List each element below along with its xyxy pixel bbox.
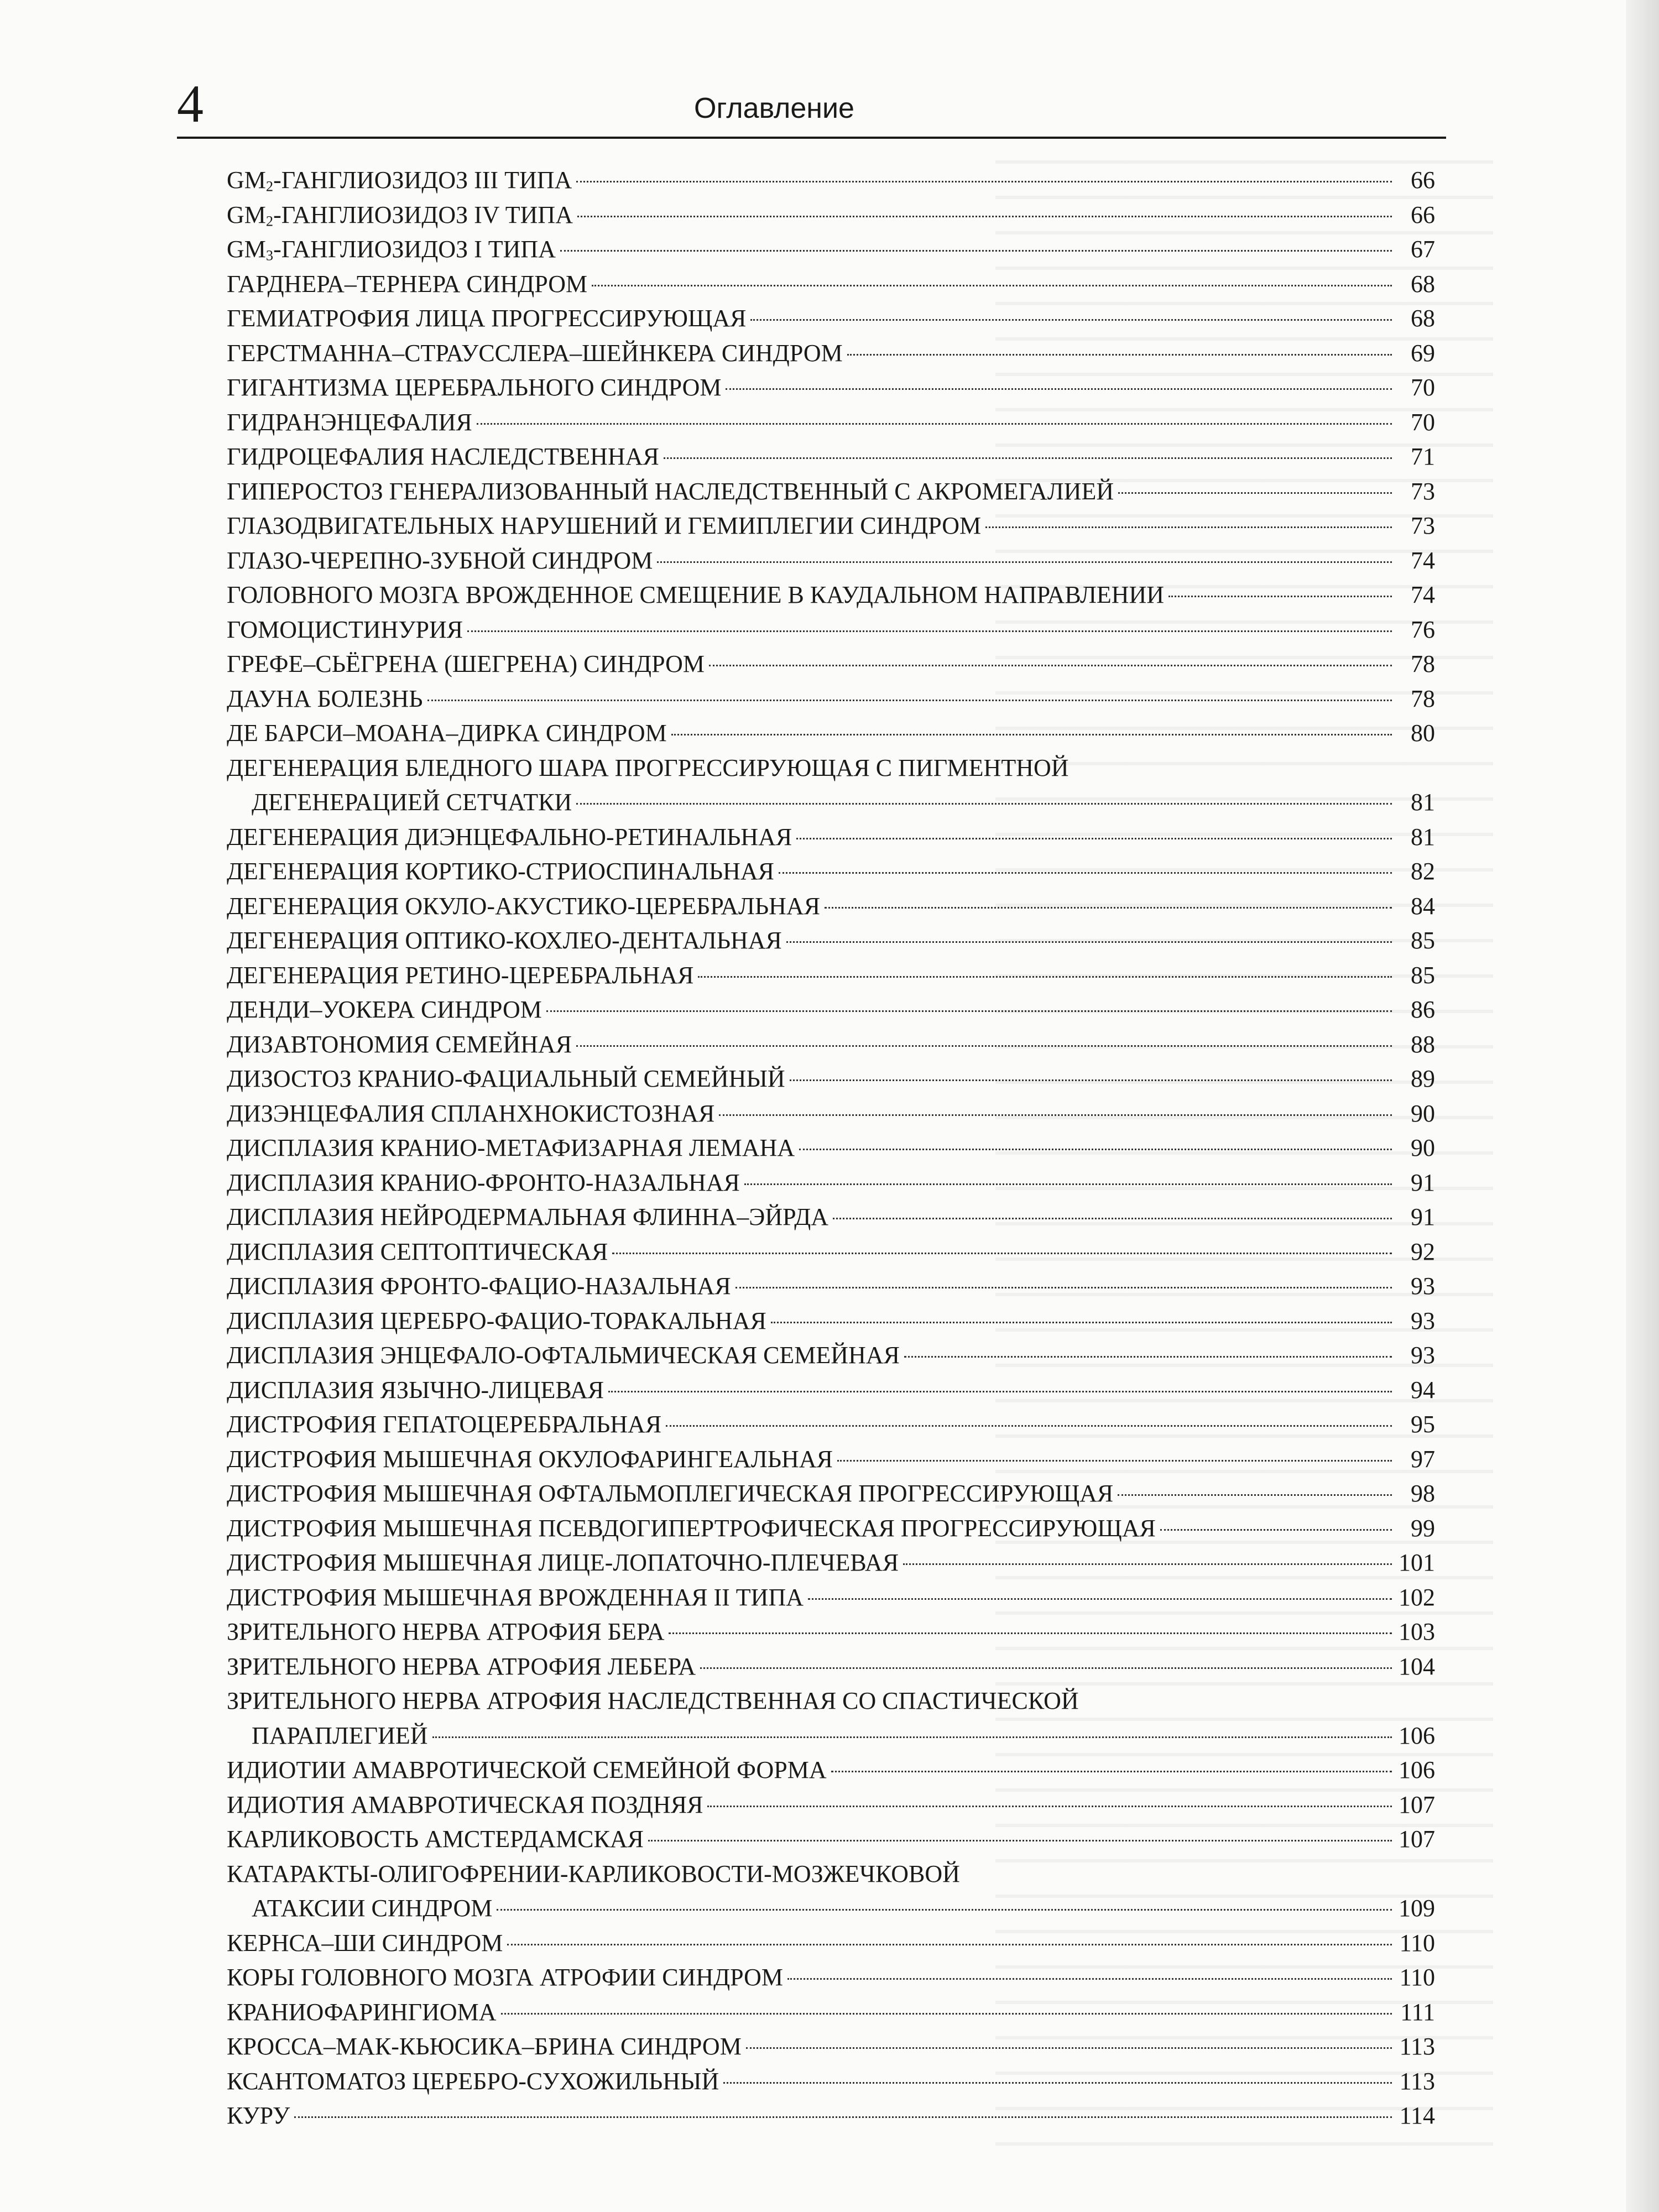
toc-entry[interactable] [227, 613, 1435, 648]
toc-entry[interactable] [227, 1995, 1435, 2030]
toc-entry-title: ДИСПЛАЗИЯ КРАНИО-ФРОНТО-НАЗАЛЬНАЯ [227, 1168, 740, 1196]
toc-entry-title: ДЕ БАРСИ–МОАНА–ДИРКА СИНДРОМ [227, 719, 667, 747]
toc-entry[interactable] [227, 993, 1435, 1027]
toc-entry[interactable] [227, 1200, 1435, 1235]
toc-entry[interactable] [227, 1546, 1435, 1580]
toc-entry-title-continuation: ДЕГЕНЕРАЦИЕЙ СЕТЧАТКИ [252, 789, 572, 816]
toc-dot-leader [669, 1632, 1392, 1634]
toc-dot-leader [294, 2116, 1392, 2118]
toc-dot-leader [847, 354, 1392, 356]
toc-entry-title: ГОЛОВНОГО МОЗГА ВРОЖДЕННОЕ СМЕЩЕНИЕ В КАУДАЛЬНОМ НАПРАВЛЕНИИ [227, 581, 1165, 608]
toc-entry[interactable] [227, 2099, 1435, 2133]
toc-page-number: 99 [1411, 1514, 1435, 1542]
toc-entry[interactable] [227, 371, 1435, 405]
toc-entry[interactable] [227, 1338, 1435, 1373]
toc-entry-wrapped [227, 751, 1435, 820]
toc-entry[interactable] [227, 405, 1435, 440]
toc-dot-leader [985, 526, 1392, 528]
toc-entry-line-2 [227, 785, 1435, 820]
toc-page-number: 74 [1411, 546, 1435, 574]
toc-entry-title-subscript: 3 [265, 247, 274, 264]
toc-entry-title: ГЛАЗОДВИГАТЕЛЬНЫХ НАРУШЕНИЙ И ГЕМИПЛЕГИИ СИНДРОМ [227, 512, 982, 539]
toc-entry-wrapped [227, 1684, 1435, 1753]
toc-entry-title: ДИЗОСТОЗ КРАНИО-ФАЦИАЛЬНЫЙ СЕМЕЙНЫЙ [227, 1065, 785, 1092]
toc-dot-leader [560, 250, 1392, 252]
toc-entry-title: ДИСПЛАЗИЯ ФРОНТО-ФАЦИО-НАЗАЛЬНАЯ [227, 1272, 731, 1300]
toc-dot-leader [432, 1736, 1392, 1738]
toc-entry-title-subscript: 2 [265, 178, 274, 195]
toc-page-number: 85 [1411, 927, 1435, 954]
toc-page-number: 70 [1411, 408, 1435, 436]
toc-entry[interactable] [227, 647, 1435, 682]
toc-entry-title: ДАУНА БОЛЕЗНЬ [227, 685, 423, 712]
toc-entry[interactable] [227, 1373, 1435, 1408]
toc-page-number: 114 [1399, 2102, 1435, 2129]
toc-entry-title: КОРЫ ГОЛОВНОГО МОЗГА АТРОФИИ СИНДРОМ [227, 1964, 784, 1991]
toc-entry-title: ДИСПЛАЗИЯ НЕЙРОДЕРМАЛЬНАЯ ФЛИННА–ЭЙРДА [227, 1203, 829, 1230]
toc-entry-title: ЗРИТЕЛЬНОГО НЕРВА АТРОФИЯ БЕРА [227, 1618, 665, 1645]
toc-page-number: 104 [1399, 1652, 1435, 1680]
toc-entry-title: ЗРИТЕЛЬНОГО НЕРВА АТРОФИЯ НАСЛЕДСТВЕННАЯ СО СПАСТИЧЕСКОЙ [227, 1687, 1079, 1714]
toc-page-number: 107 [1399, 1825, 1435, 1853]
toc-page-number: 82 [1411, 858, 1435, 885]
toc-dot-leader [825, 907, 1392, 909]
toc-entry[interactable] [227, 1615, 1435, 1650]
toc-page-number: 66 [1411, 201, 1435, 228]
toc-dot-leader [1160, 1529, 1392, 1531]
toc-entry-title: ГРЕФЕ–СЬЁГРЕНА (ШЕГРЕНА) СИНДРОМ [227, 650, 705, 677]
toc-entry[interactable] [227, 1477, 1435, 1511]
toc-dot-leader [779, 872, 1392, 874]
toc-dot-leader [592, 285, 1392, 286]
toc-dot-leader [577, 216, 1392, 217]
toc-entry-title: ДИСПЛАЗИЯ ЯЗЫЧНО-ЛИЦЕВАЯ [227, 1376, 604, 1404]
toc-page-number: 113 [1399, 2033, 1435, 2060]
toc-entry-title: ГЕМИАТРОФИЯ ЛИЦА ПРОГРЕССИРУЮЩАЯ [227, 305, 747, 332]
toc-entry-title: ГАРДНЕРА–ТЕРНЕРА СИНДРОМ [227, 270, 588, 298]
toc-dot-leader [833, 1218, 1392, 1219]
toc-dot-leader [671, 734, 1392, 735]
toc-page-number: 78 [1411, 685, 1435, 712]
toc-entry[interactable] [227, 198, 1435, 233]
toc-page-number: 89 [1411, 1065, 1435, 1092]
page-edge-shadow [1626, 0, 1659, 2212]
toc-entry-line-1 [227, 1684, 1435, 1719]
toc-entry-wrapped [227, 1857, 1435, 1926]
toc-dot-leader [750, 319, 1392, 321]
toc-page-number: 110 [1399, 1929, 1435, 1957]
toc-dot-leader [719, 1114, 1392, 1116]
page-number: 4 [177, 74, 204, 133]
toc-entry-title: ДИЗЭНЦЕФАЛИЯ СПЛАНХНОКИСТОЗНАЯ [227, 1099, 715, 1127]
toc-page-number: 73 [1411, 477, 1435, 505]
toc-page-number: 106 [1399, 1756, 1435, 1783]
toc-entry[interactable] [227, 716, 1435, 751]
toc-dot-leader [507, 1944, 1392, 1945]
toc-entry-title: ДЕГЕНЕРАЦИЯ РЕТИНО-ЦЕРЕБРАЛЬНАЯ [227, 961, 694, 989]
toc-page-number: 101 [1399, 1549, 1435, 1576]
toc-entry[interactable] [227, 1511, 1435, 1546]
toc-page-number: 70 [1411, 374, 1435, 401]
toc-dot-leader [467, 630, 1392, 632]
toc-page-number: 67 [1411, 236, 1435, 263]
toc-page-number: 78 [1411, 650, 1435, 677]
toc-entry[interactable] [227, 1857, 1435, 1926]
toc-page-number: 93 [1411, 1272, 1435, 1300]
toc-page-number: 69 [1411, 339, 1435, 367]
toc-entry[interactable] [227, 820, 1435, 855]
toc-dot-leader [799, 1149, 1392, 1150]
toc-dot-leader [771, 1322, 1392, 1323]
toc-dot-leader [796, 838, 1392, 839]
toc-page-number: 81 [1411, 823, 1435, 851]
toc-entry-title: ГИПЕРОСТОЗ ГЕНЕРАЛИЗОВАННЫЙ НАСЛЕДСТВЕННЫЙ С АКРОМЕГАЛИЕЙ [227, 477, 1114, 505]
toc-entry-title: ИДИОТИИ АМАВРОТИЧЕСКОЙ СЕМЕЙНОЙ ФОРМА [227, 1756, 827, 1783]
toc-entry-line-1 [227, 751, 1435, 786]
toc-entry-title-prefix: GM [227, 201, 266, 228]
toc-page-number: 106 [1399, 1721, 1435, 1749]
toc-dot-leader [837, 1460, 1392, 1462]
toc-entry-title: ДИСПЛАЗИЯ СЕПТОПТИЧЕСКАЯ [227, 1238, 608, 1265]
toc-entry-title-subscript: 2 [265, 212, 274, 229]
toc-entry-title: ДЕГЕНЕРАЦИЯ ОПТИКО-КОХЛЕО-ДЕНТАЛЬНАЯ [227, 927, 782, 954]
toc-entry[interactable] [227, 1960, 1435, 1995]
toc-entry[interactable] [227, 1442, 1435, 1477]
toc-entry[interactable] [227, 1097, 1435, 1131]
toc-entry[interactable] [227, 958, 1435, 993]
toc-page-number: 85 [1411, 961, 1435, 989]
toc-page-number: 66 [1411, 166, 1435, 194]
toc-dot-leader [707, 1806, 1392, 1807]
toc-entry[interactable] [227, 889, 1435, 924]
toc-entry[interactable] [227, 1407, 1435, 1442]
toc-dot-leader [657, 561, 1392, 563]
toc-dot-leader [546, 1010, 1392, 1012]
toc-dot-leader [787, 1978, 1392, 1980]
toc-dot-leader [709, 665, 1392, 666]
toc-entry-title: ГИГАНТИЗМА ЦЕРЕБРАЛЬНОГО СИНДРОМ [227, 374, 722, 401]
toc-entry-line-2 [227, 1719, 1435, 1754]
toc-dot-leader [612, 1253, 1392, 1254]
toc-dot-leader [664, 457, 1392, 459]
toc-entry[interactable] [227, 2030, 1435, 2064]
toc-entry-title-text: -ГАНГЛИОЗИДОЗ IV ТИПА [273, 201, 573, 228]
toc-page-number: 74 [1411, 581, 1435, 608]
toc-entry[interactable] [227, 1269, 1435, 1304]
toc-entry[interactable] [227, 1580, 1435, 1615]
toc-entry-title: ДИСТРОФИЯ МЫШЕЧНАЯ ОКУЛОФАРИНГЕАЛЬНАЯ [227, 1445, 833, 1473]
toc-dot-leader [1118, 1494, 1392, 1496]
toc-page-number: 111 [1400, 1998, 1435, 2026]
toc-entry[interactable] [227, 544, 1435, 578]
toc-page-number: 90 [1411, 1099, 1435, 1127]
toc-entry-title: ДИСПЛАЗИЯ ЭНЦЕФАЛО-ОФТАЛЬМИЧЕСКАЯ СЕМЕЙНАЯ [227, 1342, 900, 1369]
toc-entry[interactable] [227, 440, 1435, 474]
toc-page-number: 80 [1411, 719, 1435, 747]
toc-page-number: 102 [1399, 1583, 1435, 1611]
toc-dot-leader [698, 976, 1392, 978]
toc-entry[interactable] [227, 474, 1435, 509]
toc-entry-title-text: -ГАНГЛИОЗИДОЗ III ТИПА [273, 166, 572, 194]
toc-entry-line-2 [227, 1891, 1435, 1926]
toc-entry[interactable] [227, 1926, 1435, 1961]
toc-page-number: 88 [1411, 1030, 1435, 1058]
toc-entry-title: ИДИОТИЯ АМАВРОТИЧЕСКАЯ ПОЗДНЯЯ [227, 1791, 703, 1818]
toc-entry-title: ДЕГЕНЕРАЦИЯ ДИЭНЦЕФАЛЬНО-РЕТИНАЛЬНАЯ [227, 823, 792, 851]
toc-page-number: 93 [1411, 1342, 1435, 1369]
toc-entry-title: ГЛАЗО-ЧЕРЕПНО-ЗУБНОЙ СИНДРОМ [227, 546, 653, 574]
toc-entry-title: КРАНИОФАРИНГИОМА [227, 1998, 497, 2026]
toc-entry-title: КРОССА–МАК-КЬЮСИКА–БРИНА СИНДРОМ [227, 2033, 742, 2060]
toc-dot-leader [723, 2082, 1392, 2084]
toc-entry[interactable] [227, 1753, 1435, 1788]
toc-entry-title: ДИЗАВТОНОМИЯ СЕМЕЙНАЯ [227, 1030, 572, 1058]
toc-dot-leader [1168, 596, 1392, 597]
toc-entry-title: ГЕРСТМАННА–СТРАУССЛЕРА–ШЕЙНКЕРА СИНДРОМ [227, 339, 843, 367]
toc-dot-leader [497, 1909, 1392, 1911]
toc-entry-title-prefix: GM [227, 166, 266, 194]
running-title: Оглавление [694, 92, 854, 124]
toc-page-number: 81 [1411, 789, 1435, 816]
toc-page-number: 86 [1411, 996, 1435, 1023]
header-rule [177, 137, 1446, 139]
toc-entry-title: ДИСПЛАЗИЯ КРАНИО-МЕТАФИЗАРНАЯ ЛЕМАНА [227, 1134, 795, 1161]
toc-entry[interactable] [227, 1166, 1435, 1201]
toc-dot-leader [648, 1840, 1392, 1841]
toc-page-number: 91 [1411, 1168, 1435, 1196]
toc-page-number: 93 [1411, 1307, 1435, 1334]
toc-page-number: 84 [1411, 892, 1435, 920]
toc-entry[interactable] [227, 854, 1435, 889]
toc-dot-leader [608, 1391, 1392, 1392]
toc-entry[interactable] [227, 1684, 1435, 1753]
toc-entry-title: ГОМОЦИСТИНУРИЯ [227, 615, 463, 643]
toc-entry-title: ДЕГЕНЕРАЦИЯ ОКУЛО-АКУСТИКО-ЦЕРЕБРАЛЬНАЯ [227, 892, 821, 920]
toc-entry-title: ГИДРОЦЕФАЛИЯ НАСЛЕДСТВЕННАЯ [227, 443, 659, 470]
toc-dot-leader [790, 1079, 1392, 1081]
toc-entry[interactable] [227, 336, 1435, 371]
toc-entry[interactable] [227, 1235, 1435, 1270]
toc-entry-title: КАТАРАКТЫ-ОЛИГОФРЕНИИ-КАРЛИКОВОСТИ-МОЗЖЕЧКОВОЙ [227, 1860, 960, 1887]
toc-entry-title-prefix: GM [227, 236, 266, 263]
toc-page-number: 68 [1411, 305, 1435, 332]
toc-dot-leader [744, 1183, 1392, 1185]
toc-page-number: 110 [1399, 1964, 1435, 1991]
toc-entry-title: ЗРИТЕЛЬНОГО НЕРВА АТРОФИЯ ЛЕБЕРА [227, 1652, 696, 1680]
toc-entry-title-text: -ГАНГЛИОЗИДОЗ I ТИПА [273, 236, 556, 263]
toc-entry[interactable] [227, 1822, 1435, 1857]
toc-dot-leader [576, 803, 1392, 805]
toc-page-number: 98 [1411, 1480, 1435, 1507]
toc-entry-title: КСАНТОМАТОЗ ЦЕРЕБРО-СУХОЖИЛЬНЫЙ [227, 2067, 719, 2095]
toc-page-number: 68 [1411, 270, 1435, 298]
toc-entry-title: ДЕГЕНЕРАЦИЯ КОРТИКО-СТРИОСПИНАЛЬНАЯ [227, 858, 774, 885]
toc-dot-leader [786, 941, 1392, 943]
toc-page-number: 90 [1411, 1134, 1435, 1161]
toc-entry-title: КАРЛИКОВОСТЬ АМСТЕРДАМСКАЯ [227, 1825, 644, 1853]
toc-dot-leader [501, 2013, 1392, 2015]
toc-dot-leader [666, 1425, 1392, 1427]
toc-entry-title: ГИДРАНЭНЦЕФАЛИЯ [227, 408, 472, 436]
toc-entry-title: ДИСТРОФИЯ МЫШЕЧНАЯ ОФТАЛЬМОПЛЕГИЧЕСКАЯ ПРОГРЕССИРУЮЩАЯ [227, 1480, 1114, 1507]
toc-dot-leader [576, 1045, 1392, 1047]
toc-entry[interactable] [227, 1304, 1435, 1339]
toc-entry[interactable] [227, 1788, 1435, 1823]
toc-entry-title: КЕРНСА–ШИ СИНДРОМ [227, 1929, 503, 1957]
toc-dot-leader [700, 1667, 1392, 1669]
toc-entry[interactable] [227, 1027, 1435, 1062]
toc-dot-leader [904, 1356, 1392, 1358]
toc-entry[interactable] [227, 163, 1435, 198]
table-of-contents [227, 163, 1435, 2133]
toc-entry[interactable] [227, 682, 1435, 717]
toc-entry-title: ДИСТРОФИЯ МЫШЕЧНАЯ ПСЕВДОГИПЕРТРОФИЧЕСКАЯ ПРОГРЕССИРУЮЩАЯ [227, 1514, 1156, 1542]
toc-dot-leader [477, 423, 1392, 425]
toc-entry-title: ДИСТРОФИЯ МЫШЕЧНАЯ ВРОЖДЕННАЯ II ТИПА [227, 1583, 804, 1611]
toc-entry-title-continuation: ПАРАПЛЕГИЕЙ [252, 1721, 428, 1749]
toc-entry-title: ДИСТРОФИЯ ГЕПАТОЦЕРЕБРАЛЬНАЯ [227, 1411, 662, 1438]
toc-dot-leader [903, 1563, 1392, 1565]
toc-entry-title: ДЕНДИ–УОКЕРА СИНДРОМ [227, 996, 542, 1023]
toc-page-number: 73 [1411, 512, 1435, 539]
toc-entry[interactable] [227, 1062, 1435, 1097]
toc-page-number: 76 [1411, 615, 1435, 643]
toc-entry[interactable] [227, 2064, 1435, 2099]
toc-entry[interactable] [227, 509, 1435, 544]
toc-entry-line-1 [227, 1857, 1435, 1892]
toc-entry[interactable] [227, 1131, 1435, 1166]
toc-page-number: 107 [1399, 1791, 1435, 1818]
toc-page-number: 103 [1399, 1618, 1435, 1645]
toc-entry[interactable] [227, 301, 1435, 336]
toc-entry-title: ДЕГЕНЕРАЦИЯ БЛЕДНОГО ШАРА ПРОГРЕССИРУЮЩАЯ С ПИГМЕНТНОЙ [227, 754, 1069, 781]
toc-dot-leader [735, 1287, 1392, 1288]
toc-page-number: 94 [1411, 1376, 1435, 1404]
toc-entry-title: ДИСПЛАЗИЯ ЦЕРЕБРО-ФАЦИО-ТОРАКАЛЬНАЯ [227, 1307, 766, 1334]
toc-page-number: 97 [1411, 1445, 1435, 1473]
toc-dot-leader [726, 388, 1392, 390]
toc-entry[interactable] [227, 1650, 1435, 1684]
toc-entry-title: ДИСТРОФИЯ МЫШЕЧНАЯ ЛИЦЕ-ЛОПАТОЧНО-ПЛЕЧЕВАЯ [227, 1549, 899, 1576]
toc-dot-leader [808, 1598, 1392, 1600]
toc-dot-leader [576, 181, 1392, 182]
toc-entry[interactable] [227, 924, 1435, 958]
toc-page-number: 91 [1411, 1203, 1435, 1230]
toc-page-number: 95 [1411, 1411, 1435, 1438]
toc-entry[interactable] [227, 267, 1435, 302]
toc-page-number: 109 [1399, 1895, 1435, 1922]
toc-page-number: 113 [1399, 2067, 1435, 2095]
toc-entry[interactable] [227, 751, 1435, 820]
toc-entry[interactable] [227, 578, 1435, 613]
toc-page-number: 92 [1411, 1238, 1435, 1265]
toc-dot-leader [427, 700, 1392, 701]
toc-dot-leader [746, 2047, 1392, 2049]
toc-entry-title-continuation: АТАКСИИ СИНДРОМ [252, 1895, 493, 1922]
toc-entry-title: КУРУ [227, 2102, 290, 2129]
toc-entry[interactable] [227, 232, 1435, 267]
toc-dot-leader [831, 1771, 1392, 1772]
toc-page-number: 71 [1411, 443, 1435, 470]
toc-dot-leader [1118, 492, 1392, 494]
